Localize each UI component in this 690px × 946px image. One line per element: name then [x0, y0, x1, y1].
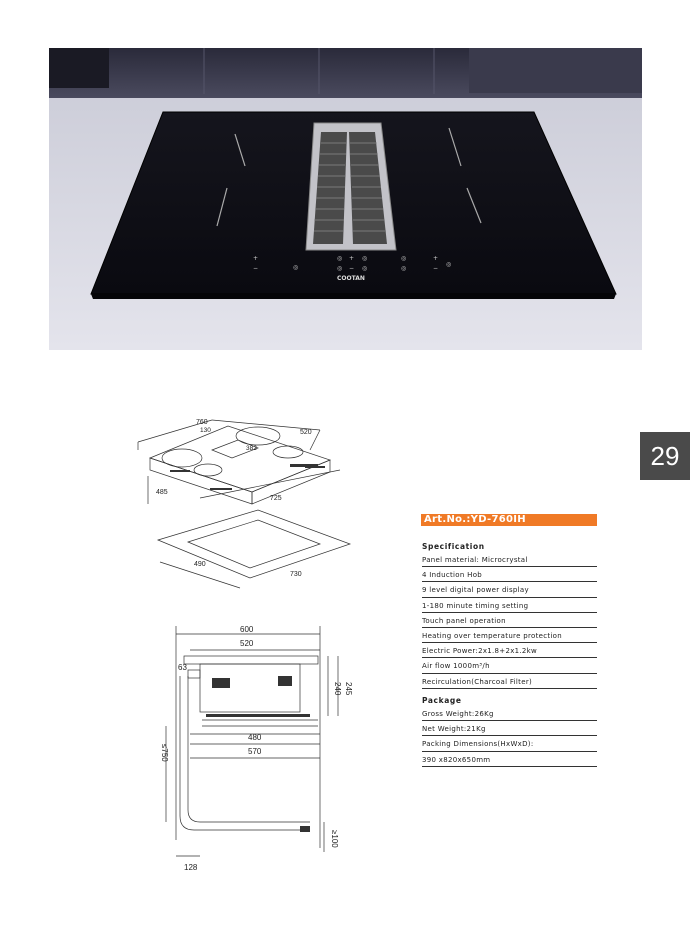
svg-text:+: +	[253, 255, 259, 262]
spec-item: 9 level digital power display	[422, 582, 597, 597]
dim-130: 130	[200, 427, 211, 434]
svg-text:−: −	[253, 265, 259, 272]
svg-text:◎: ◎	[337, 265, 343, 272]
dim-730: 730	[290, 571, 302, 578]
spec-item: Air flow 1000m³/h	[422, 658, 597, 673]
package-list	[422, 706, 597, 767]
dim-100: ≥100	[330, 830, 339, 848]
svg-text:◎: ◎	[401, 255, 407, 262]
svg-text:+: +	[349, 255, 355, 262]
dim-480: 480	[248, 733, 262, 742]
spec-item: Electric Power:2x1.8+2x1.2kw	[422, 643, 597, 658]
article-number-bar: Art.No.:YD-760IH	[421, 514, 597, 526]
installation-drawing	[160, 620, 353, 872]
package-item: 390 x820x650mm	[422, 752, 597, 767]
dim-240: 240	[333, 682, 342, 696]
product-photo	[49, 48, 642, 350]
spec-item: Panel material: Microcrystal	[422, 552, 597, 567]
dim-63: 63	[178, 663, 187, 672]
svg-text:◎: ◎	[337, 255, 343, 262]
dim-245: 245	[344, 682, 353, 696]
spec-item: Recirculation(Charcoal Filter)	[422, 674, 597, 689]
svg-text:◎: ◎	[362, 265, 368, 272]
dim-570: 570	[248, 747, 262, 756]
dim-600: 600	[240, 625, 254, 634]
package-title: Package	[422, 696, 462, 705]
svg-text:−: −	[349, 265, 355, 272]
spec-item: Heating over temperature protection	[422, 628, 597, 643]
package-item: Net Weight:21Kg	[422, 721, 597, 736]
dim-520: 520	[300, 429, 312, 436]
dim-760: 760	[196, 419, 208, 426]
dim-725: 725	[270, 495, 282, 502]
package-item: Packing Dimensions(HxWxD):	[422, 736, 597, 751]
hob-perspective-drawing	[140, 412, 360, 592]
spec-item: 4 Induction Hob	[422, 567, 597, 582]
svg-text:◎: ◎	[446, 261, 452, 268]
dim-490: 490	[194, 561, 206, 568]
dim-750: ≤750	[160, 744, 169, 762]
dim-128: 128	[184, 863, 198, 872]
brand-logo: COOTAN	[337, 275, 365, 282]
dim-485: 485	[156, 489, 168, 496]
spec-item: 1-180 minute timing setting	[422, 598, 597, 613]
svg-text:+: +	[433, 255, 439, 262]
dim-382: 382	[246, 445, 257, 452]
svg-text:−: −	[433, 265, 439, 272]
svg-text:◎: ◎	[362, 255, 368, 262]
page-number: 29	[640, 432, 690, 480]
svg-text:◎: ◎	[401, 265, 407, 272]
svg-text:◎: ◎	[293, 264, 299, 271]
package-item: Gross Weight:26Kg	[422, 706, 597, 721]
spec-item: Touch panel operation	[422, 613, 597, 628]
specification-list	[422, 552, 597, 689]
specification-title: Specification	[422, 542, 485, 551]
dim-520b: 520	[240, 639, 254, 648]
